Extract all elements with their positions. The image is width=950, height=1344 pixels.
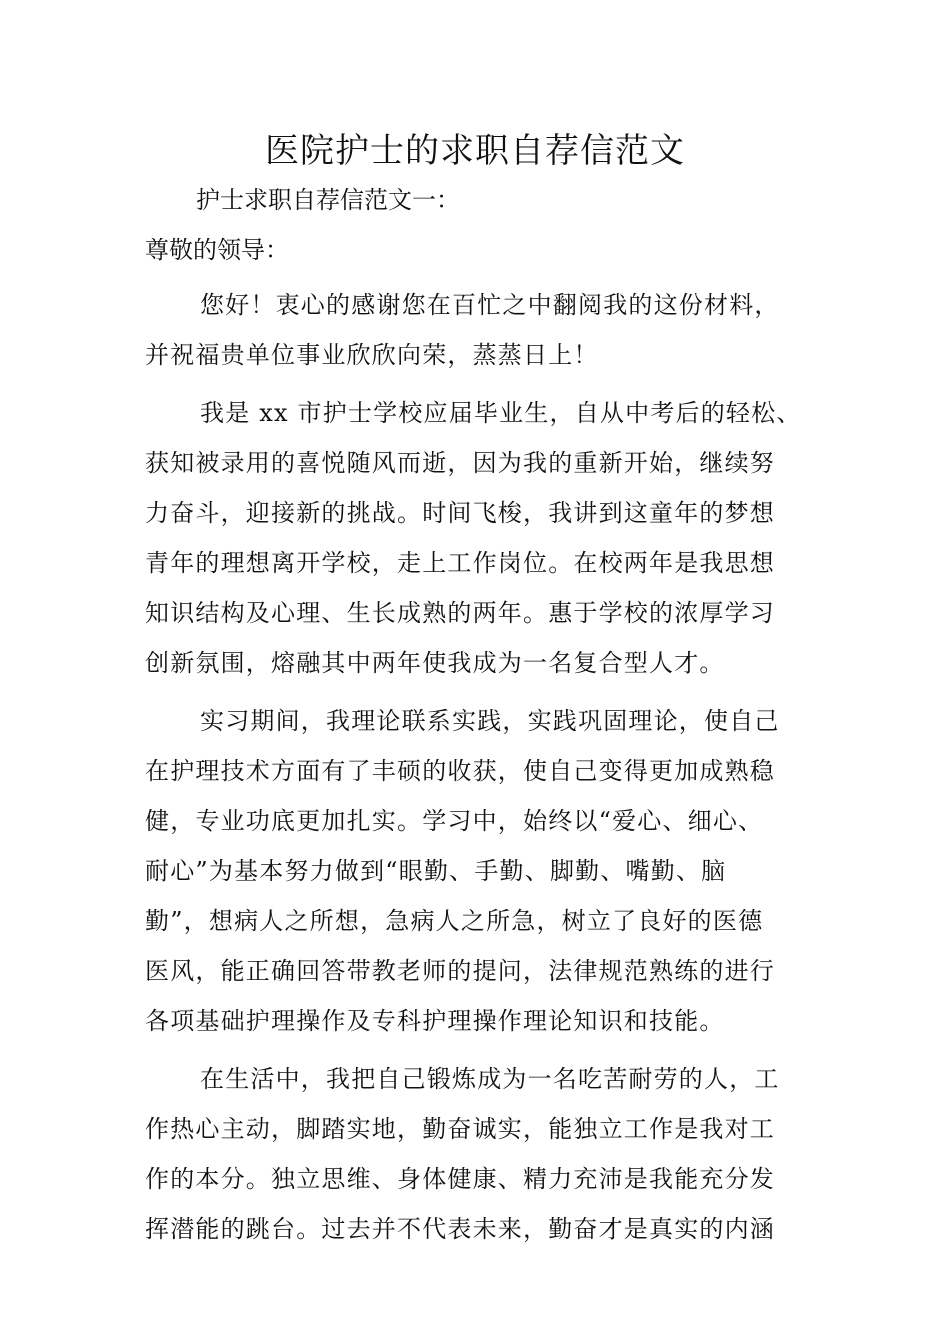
text-line: 健，专业功底更加扎实。学习中，始终以“爱心、细心、: [145, 807, 764, 835]
paragraph-internship: [145, 696, 805, 1046]
text-line: 挥潜能的跳台。过去并不代表未来，勤奋才是真实的内涵: [145, 1215, 775, 1243]
text-line: 实习期间，我理论联系实践，实践巩固理论，使自己: [200, 707, 780, 735]
paragraph-life: [145, 1054, 805, 1254]
text-line: 获知被录用的喜悦随风而逝，因为我的重新开始，继续努: [145, 449, 775, 477]
document-title: 医院护士的求职自荐信范文: [265, 131, 685, 171]
text-line: 作热心主动，脚踏实地，勤奋诚实，能独立工作是我对工: [145, 1115, 775, 1143]
text-line: 耐心”为基本努力做到“眼勤、手勤、脚勤、嘴勤、脑: [145, 857, 727, 885]
text-line: 在生活中，我把自己锻炼成为一名吃苦耐劳的人，工: [200, 1065, 780, 1093]
text-line: 力奋斗，迎接新的挑战。时间飞梭，我讲到这童年的梦想: [145, 499, 775, 527]
paragraph-greeting: [145, 280, 805, 380]
text-line: 并祝福贵单位事业欣欣向荣，蒸蒸日上！: [145, 341, 599, 369]
salutation: 尊敬的领导：: [145, 236, 289, 264]
paragraph-introduction: [145, 388, 805, 688]
letter-body: [145, 280, 805, 1262]
text-line: 作的本分。独立思维、身体健康、精力充沛是我能充分发: [145, 1165, 775, 1193]
text-line: 各项基础护理操作及专科护理操作理论知识和技能。: [145, 1007, 725, 1035]
text-line: 我是 xx 市护士学校应届毕业生，自从中考后的轻松、: [200, 399, 802, 427]
text-line: 在护理技术方面有了丰硕的收获，使自己变得更加成熟稳: [145, 757, 775, 785]
text-line: 知识结构及心理、生长成熟的两年。惠于学校的浓厚学习: [145, 599, 775, 627]
text-line: 您好！衷心的感谢您在百忙之中翻阅我的这份材料，: [200, 291, 780, 319]
text-line: 勤”，想病人之所想，急病人之所急，树立了良好的医德: [145, 907, 764, 935]
text-line: 创新氛围，熔融其中两年使我成为一名复合型人才。: [145, 649, 725, 677]
text-line: 医风，能正确回答带教老师的提问，法律规范熟练的进行: [145, 957, 775, 985]
text-line: 青年的理想离开学校，走上工作岗位。在校两年是我思想: [145, 549, 775, 577]
document-subtitle: 护士求职自荐信范文一：: [196, 186, 460, 214]
